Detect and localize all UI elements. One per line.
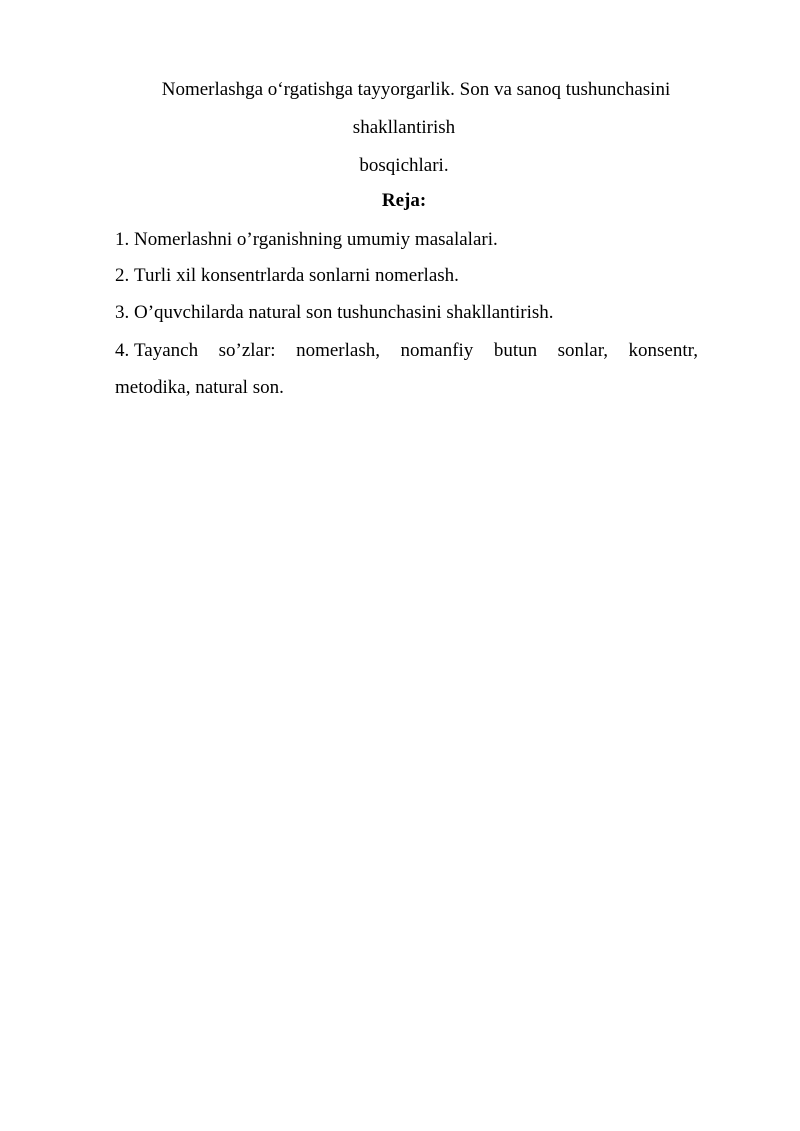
list-item-word: nomerlash, bbox=[296, 340, 380, 361]
list-item-number: 3. bbox=[115, 302, 130, 323]
list-item-number: 1. bbox=[115, 229, 130, 250]
list-item-text: O’quvchilarda natural son tushunchasini shakllantirish. bbox=[134, 302, 554, 323]
list-item-word bbox=[115, 339, 198, 363]
list-item bbox=[115, 301, 698, 325]
list-item-word: konsentr, bbox=[628, 340, 698, 361]
list-item-word: Tayanch bbox=[134, 340, 199, 361]
plan-heading: Reja: bbox=[381, 190, 427, 211]
list-item-text: Nomerlashni o’rganishning umumiy masalalari. bbox=[134, 229, 498, 250]
list-item-word: butun bbox=[493, 340, 538, 361]
list-item-word: sonlar, bbox=[557, 340, 609, 361]
title-line-1: Nomerlashga o‘rgatishga tayyorgarlik. Son va sanoq tushunchasini bbox=[161, 79, 671, 100]
title-line-2: shakllantirish bbox=[352, 117, 456, 138]
list-item-text: Turli xil konsentrlarda sonlarni nomerlash. bbox=[134, 265, 459, 286]
list-item bbox=[115, 264, 698, 288]
title-line-3: bosqichlari. bbox=[359, 155, 449, 176]
list-item-word: nomanfiy bbox=[400, 340, 474, 361]
list-item bbox=[115, 339, 698, 363]
list-item-continuation: metodika, natural son. bbox=[115, 377, 284, 398]
list-item-number: 2. bbox=[115, 265, 130, 286]
list-item-number: 4. bbox=[115, 340, 130, 361]
list-item bbox=[115, 228, 698, 252]
list-item-line bbox=[115, 339, 698, 363]
list-item-word: so’zlar: bbox=[218, 340, 276, 361]
